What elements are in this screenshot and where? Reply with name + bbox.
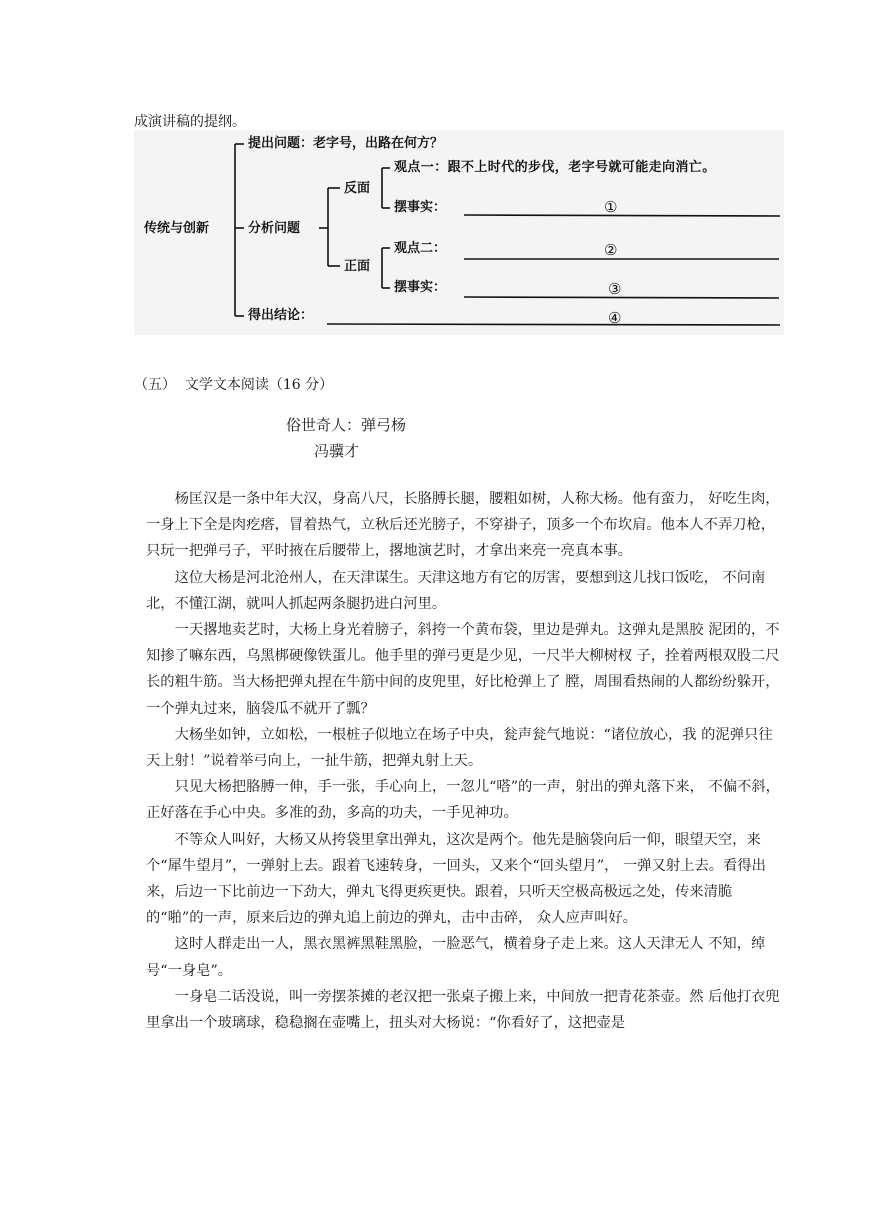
blank-marker-3: ③ bbox=[608, 280, 622, 298]
diagram-fact1: 摆事实： bbox=[394, 200, 447, 215]
diagram-view1: 观点一：跟不上时代的步伐，老字号就可能走向消亡。 bbox=[394, 160, 716, 175]
diagram-fan: 反面 bbox=[344, 181, 371, 196]
diagram-analysis: 分析问题 bbox=[248, 221, 301, 236]
blank-marker-1: ① bbox=[604, 198, 618, 216]
paragraph: 一天撂地卖艺时，大杨上身光着膀子，斜挎一个黄布袋，里边是弹丸。这弹丸是黑胶 泥团的，不知掺了嘛东西，乌黑梆硬像铁蛋儿。他手里的弹弓更是少见，一尺半大柳树杈 子，拴着两根双股二尺长的粗牛筋。当大杨把弹丸捏在牛筋中间的皮兜里，好比枪弹上了 膛，周围看热闹的人都纷纷躲开，一个弹丸过来，脑袋瓜不就开了瓢？ bbox=[146, 622, 780, 717]
author: 冯骥才 bbox=[314, 442, 360, 460]
paragraph: 这位大杨是河北沧州人，在天津谋生。天津这地方有它的厉害，要想到这儿找口饭吃， 不问南北，不懂江湖，就叫人抓起两条腿扔进白河里。 bbox=[146, 569, 766, 612]
blank-marker-4: ④ bbox=[608, 309, 622, 327]
story-title: 俗世奇人：弹弓杨 bbox=[286, 416, 407, 434]
diagram-question: 提出问题：老字号，出路在何方？ bbox=[248, 136, 444, 151]
paragraph: 大杨坐如钟，立如松，一根桩子似地立在场子中央，瓮声瓮气地说：“诸位放心，我 的泥弹只往天上射！”说着举弓向上，一扯牛筋，把弹丸射上天。 bbox=[146, 726, 773, 770]
diagram-zheng: 正面 bbox=[344, 259, 371, 274]
blank-marker-2: ② bbox=[604, 241, 618, 259]
intro-line: 成演讲稿的提纲。 bbox=[134, 114, 246, 130]
paragraph: 一身皂二话没说，叫一旁摆茶摊的老汉把一张桌子搬上来，中间放一把青花茶壶。然 后他打衣兜里拿出一个玻璃球，稳稳搁在壶嘴上，扭头对大杨说：“你看好了，这把壶是 bbox=[146, 988, 780, 1032]
diagram-fact2: 摆事实： bbox=[394, 280, 447, 295]
diagram-view2: 观点二： bbox=[394, 241, 447, 256]
paragraph: 杨匡汉是一条中年大汉，身高八尺，长胳膊长腿，腰粗如树，人称大杨。他有蛮力， 好吃生肉，一身上下全是肉疙瘩，冒着热气，立秋后还光膀子，不穿褂子，顶多一个布坎肩。他本人不弄刀枪，只玩一把弹弓子，平时掖在后腰带上，撂地演艺时，才拿出来亮一亮真本事。 bbox=[146, 491, 780, 560]
outline-diagram bbox=[134, 130, 784, 335]
diagram-root: 传统与创新 bbox=[144, 221, 210, 236]
paragraph: 这时人群走出一人，黑衣黑裤黑鞋黑脸，一脸恶气，横着身子走上来。这人天津无人 不知，绰号“一身皂”。 bbox=[146, 936, 766, 979]
paragraph: 不等众人叫好，大杨又从挎袋里拿出弹丸，这次是两个。他先是脑袋向后一仰，眼望天空，来个“犀牛望月”，一弹射上去。跟着飞速转身，一回头，又来个“回头望月”， 一弹又射上去。看得出来，后边一下比前边一下劲大，弹丸飞得更疾更快。跟着，只听天空极高极远之处，传来清脆的“啪”的一声，原来后边的弹丸追上前边的弹丸，击中击碎， 众人应声叫好。 bbox=[146, 831, 766, 927]
diagram-conclusion: 得出结论： bbox=[248, 308, 314, 323]
paragraph: 只见大杨把胳膊一伸，手一张，手心向上，一忽儿“嗒”的一声，射出的弹丸落下来， 不偏不斜，正好落在手心中央。多准的劲，多高的功夫，一手见神功。 bbox=[146, 779, 780, 822]
story-body bbox=[146, 486, 786, 1036]
section-title: （五） 文学文本阅读（16 分） bbox=[134, 377, 334, 393]
